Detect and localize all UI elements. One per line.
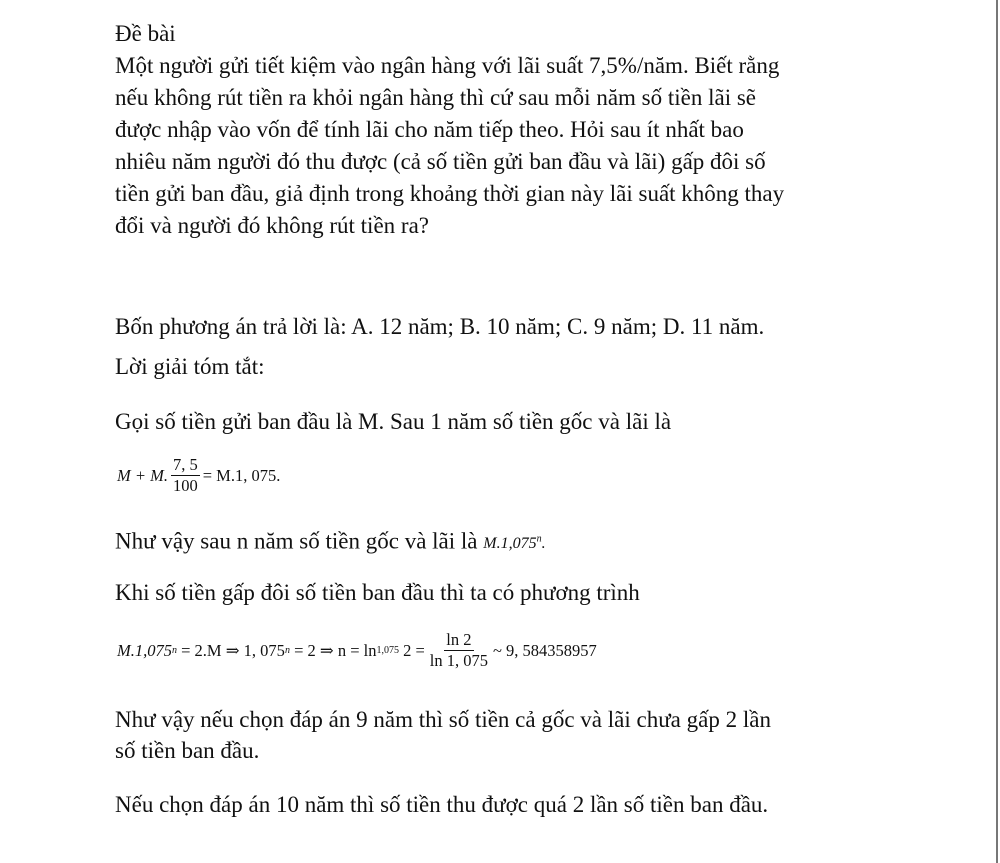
step-3: Khi số tiền gấp đôi số tiền ban đầu thì ta có phương trình [115,580,640,605]
f2-part: M.1,075 [117,640,172,660]
f2-result: ~ 9, 584358957 [493,640,597,660]
f2-part: 2 = [398,640,425,660]
formula-2 [117,630,597,671]
exponent: n [536,534,542,545]
problem-line: Một người gửi tiết kiệm vào ngân hàng với lãi suất 7,5%/năm. Biết rằng [115,53,780,78]
problem-line: nhiêu năm người đó thu được (cả số tiền gửi ban đầu và lãi) gấp đôi số [115,149,766,174]
step-2 [115,526,546,558]
formula-1-rhs: = M.1, 075. [202,465,281,485]
step-2-expr [483,535,545,552]
conclusion-line: Như vậy nếu chọn đáp án 9 năm thì số tiền cả gốc và lãi chưa gấp 2 lần [115,707,771,732]
f2-part: = 2 ⇒ n = ln [289,640,377,660]
title: Đề bài [115,21,176,46]
problem-line: tiền gửi ban đầu, giả định trong khoảng thời gian này lãi suất không thay [115,181,785,206]
f2-exp: n [172,645,177,656]
f2-sub: 1,075 [376,645,399,656]
denominator: 100 [173,476,198,495]
period: . [541,535,546,553]
numerator: ln 2 [446,630,472,649]
final-line: Nếu chọn đáp án 10 năm thì số tiền thu được quá 2 lần số tiền ban đầu. [115,792,769,817]
problem-line: được nhập vào vốn để tính lãi cho năm tiếp theo. Hỏi sau ít nhất bao [115,117,744,142]
f2-part: = 2.M ⇒ 1, 075 [177,640,285,660]
fraction [171,455,200,496]
problem-line: đổi và người đó không rút tiền ra? [115,213,429,238]
conclusion-line: số tiền ban đầu. [115,738,260,763]
fraction [428,630,490,671]
f2-exp: n [284,645,290,656]
numerator: 7, 5 [173,455,198,474]
step-1: Gọi số tiền gửi ban đầu là M. Sau 1 năm số tiền gốc và lãi là [115,409,672,434]
step-2-text: Như vậy sau n năm số tiền gốc và lãi là [115,528,478,554]
problem-line: nếu không rút tiền ra khỏi ngân hàng thì cứ sau mỗi năm số tiền lãi sẽ [115,85,757,110]
formula-1 [117,455,280,496]
options-line: Bốn phương án trả lời là: A. 12 năm; B. 10 năm; C. 9 năm; D. 11 năm. [115,314,765,339]
expr: M.1,075 [483,535,537,553]
denominator: ln 1, 075 [429,651,488,670]
formula-1-lhs: M + M. [117,465,168,485]
page-edge [996,0,998,863]
solution-heading: Lời giải tóm tắt: [115,354,265,379]
